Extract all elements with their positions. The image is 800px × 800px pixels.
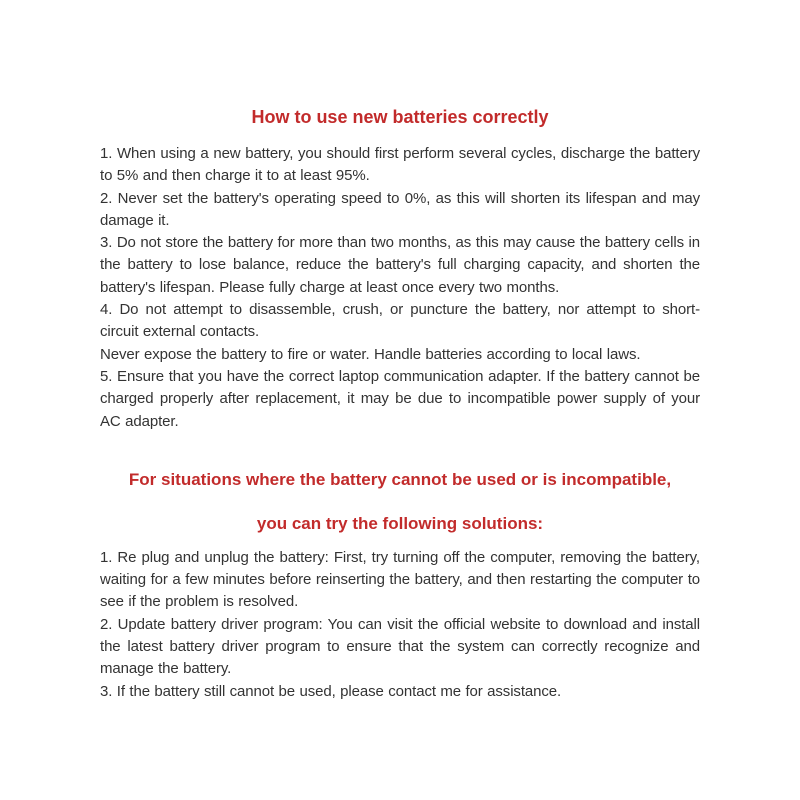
troubleshooting-section-title-line2: you can try the following solutions: — [256, 513, 544, 533]
usage-instruction-note: Never expose the battery to fire or water. Handle batteries according to local laws. — [100, 345, 641, 363]
solution-item: 3. If the battery still cannot be used, please contact me for assistance. — [100, 682, 562, 700]
usage-instruction-item: 4. Do not attempt to disassemble, crush, or puncture the battery, nor attempt to short-circuit external contacts. — [100, 301, 700, 341]
usage-instruction-item: 3. Do not store the battery for more than two months, as this may cause the battery cells in the battery to lose balance, reduce the battery's full charging capacity, and shorten the battery's lifespan. Please fully charge at least once every two months. — [100, 234, 700, 296]
troubleshooting-solutions-list — [100, 547, 700, 703]
solution-item: 2. Update battery driver program: You can visit the official website to download and install the latest battery driver program to ensure that the system can correctly recognize and manage the battery. — [100, 615, 700, 678]
solution-item: 1. Re plug and unplug the battery: First, try turning off the computer, removing the battery, waiting for a few minutes before reinserting the battery, and then restarting the computer to see if the problem is resolved. — [100, 548, 700, 611]
troubleshooting-section-title-line1: For situations where the battery cannot be used or is incompatible, — [128, 469, 672, 489]
usage-instruction-item: 2. Never set the battery's operating speed to 0%, as this will shorten its lifespan and may damage it. — [100, 189, 700, 229]
usage-instruction-item: 1. When using a new battery, you should first perform several cycles, discharge the battery to 5% and then charge it to at least 95%. — [100, 145, 700, 185]
document-content — [100, 106, 700, 703]
usage-section-title: How to use new batteries correctly — [251, 107, 549, 127]
usage-instruction-item: 5. Ensure that you have the correct laptop communication adapter. If the battery cannot be charged properly after replacement, it may be due to incompatible power supply of your AC adapter. — [100, 367, 700, 430]
usage-instructions-list — [100, 143, 700, 433]
